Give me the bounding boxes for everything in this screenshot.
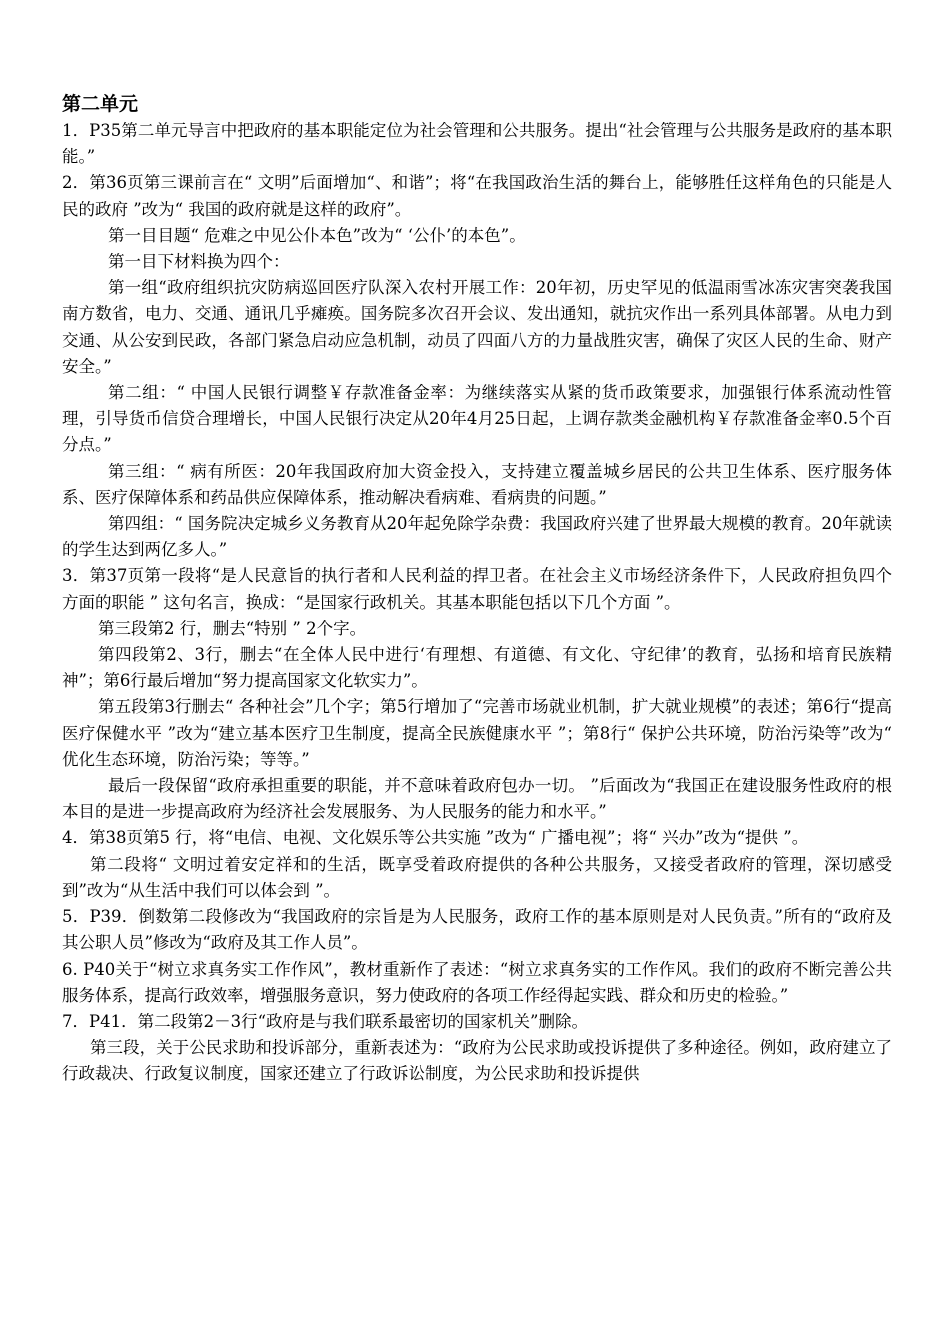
document-paragraph: 4．第38页第5 行，将“电信、电视、文化娱乐等公共实施 ”改为“ 广播电视”；将“ 兴办”改为“提供 ”。 xyxy=(62,828,809,848)
document-paragraph: 1．P35第二单元导言中把政府的基本职能定位为社会管理和公共服务。提出“社会管理与公共服务是政府的基本职能。” xyxy=(62,121,892,167)
paragraph-list xyxy=(62,118,892,1088)
document-paragraph: 第三组：“ 病有所医：20年我国政府加大资金投入，支持建立覆盖城乡居民的公共卫生体系、医疗服务体系、医疗保障体系和药品供应保障体系，推动解决看病难、看病贵的问题。” xyxy=(62,461,892,507)
document-body xyxy=(62,90,892,1088)
document-paragraph: 最后一段保留“政府承担重要的职能，并不意味着政府包办一切。 ”后面改为“我国正在建设服务性政府的根本目的是进一步提高政府为经济社会发展服务、为人民服务的能力和水平。” xyxy=(62,776,892,822)
document-paragraph: 第四段第2、3行，删去“在全体人民中进行‘有理想、有道德、有文化、守纪律’的教育，弘扬和培育民族精神”；第6行最后增加“努力提高国家文化软实力”。 xyxy=(62,645,892,691)
document-paragraph: 第二段将“ 文明过着安定祥和的生活，既享受着政府提供的各种公共服务，又接受者政府的管理，深切感受到”改为“从生活中我们可以体会到 ”。 xyxy=(62,854,892,900)
document-paragraph: 2．第36页第三课前言在“ 文明”后面增加“、和谐”；将“在我国政治生活的舞台上，能够胜任这样角色的只能是人民的政府 ”改为“ 我国的政府就是这样的政府”。 xyxy=(62,173,892,219)
document-paragraph: 第四组：“ 国务院决定城乡义务教育从20年起免除学杂费：我国政府兴建了世界最大规模的教育。20年就读的学生达到两亿多人。” xyxy=(62,514,892,560)
document-paragraph: 7．P41．第二段第2－3行“政府是与我们联系最密切的国家机关”删除。 xyxy=(62,1011,588,1031)
document-paragraph: 第五段第3行删去“ 各种社会”几个字；第5行增加了“完善市场就业机制，扩大就业规模”的表述；第6行“提高医疗保健水平 ”改为“建立基本医疗卫生制度，提高全民族健康水平 ”；第8行“ 保护公共环境，防治污染等”改为“ 优化生态环境，防治污染；等等。” xyxy=(62,697,892,769)
document-paragraph: 第三段，关于公民求助和投诉部分，重新表述为：“政府为公民求助或投诉提供了多种途径。例如，政府建立了行政裁决、行政复议制度，国家还建立了行政诉讼制度，为公民求助和投诉提供 xyxy=(62,1038,892,1084)
document-paragraph: 3．第37页第一段将“是人民意旨的执行者和人民利益的捍卫者。在社会主义市场经济条件下，人民政府担负四个方面的职能 ” 这句名言，换成：“是国家行政机关。其基本职能包括以下几个方面 ”。 xyxy=(62,566,892,612)
document-paragraph: 6. P40关于“树立求真务实工作作风”，教材重新作了表述：“树立求真务实的工作作风。我们的政府不断完善公共服务体系，提高行政效率，增强服务意识，努力使政府的各项工作经得起实践、群众和历史的检验。” xyxy=(62,959,892,1005)
document-paragraph: 第三段第2 行，删去“特别 ” 2个字。 xyxy=(98,618,367,638)
document-paragraph: 第一组“政府组织抗灾防病巡回医疗队深入农村开展工作：20年初，历史罕见的低温雨雪冰冻灾害突袭我国南方数省，电力、交通、通讯几乎瘫痪。国务院多次召开会议、发出通知，就抗灾作出一系列具体部署。从电力到交通、从公安到民政，各部门紧急启动应急机制，动员了四面八方的力量战胜灾害，确保了灾区人民的生命、财产安全。” xyxy=(62,278,892,376)
unit-heading: 第二单元 xyxy=(62,93,139,115)
document-paragraph: 5．P39．倒数第二段修改为“我国政府的宗旨是为人民服务，政府工作的基本原则是对人民负责。”所有的“政府及其公职人员”修改为“政府及其工作人员”。 xyxy=(62,907,892,953)
document-paragraph: 第二组：“ 中国人民银行调整￥存款准备金率：为继续落实从紧的货币政策要求，加强银行体系流动性管理，引导货币信贷合理增长，中国人民银行决定从20年4月25日起，上调存款类金融机构￥存款准备金率0.5个百分点。” xyxy=(62,383,892,455)
document-paragraph: 第一目目题“ 危难之中见公仆本色”改为“ ‘公仆’的本色”。 xyxy=(108,225,526,245)
document-paragraph: 第一目下材料换为四个： xyxy=(108,252,290,272)
